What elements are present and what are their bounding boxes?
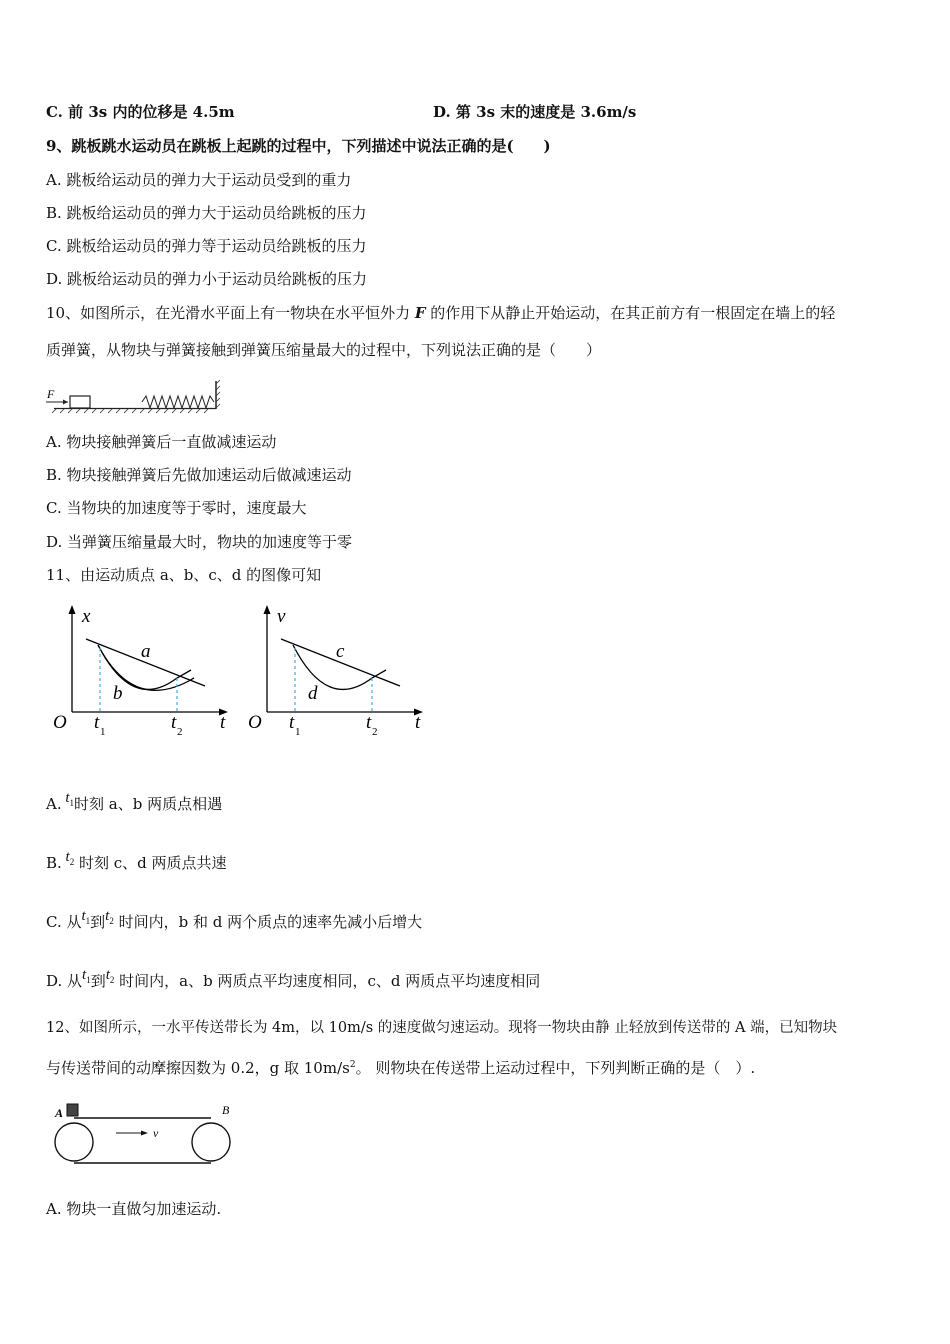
q11-graph1-xlabel: t [220,712,226,733]
q9-option-c: C. 跳板给运动员的弹力等于运动员给跳板的压力 [46,237,367,255]
q12-stem-part-b: 。 则物块在传送带上运动过程中，下列判断正确的是（ ）. [355,1059,756,1077]
q11-graph1-t2-sub: 2 [177,726,183,738]
q11-option-a-prefix: A. [46,795,62,813]
t-subscript: 1 [86,975,91,985]
q11-graph2-ylabel: v [277,606,286,627]
t-symbol: t [65,849,70,865]
q10-spring-figure [44,379,224,415]
q11-option-c-mid: 到 [90,913,106,931]
q10-stem-line2: 质弹簧，从物块与弹簧接触到弹簧压缩量最大的过程中，下列说法正确的是（ ） [46,341,602,359]
q11-label-d: d [308,683,318,704]
t-subscript: 2 [109,975,115,985]
q12-pulley-left [55,1123,93,1161]
q11-graph1-ylabel: x [82,606,91,627]
q11-label-c: c [336,641,345,662]
q12-option-a: A. 物块一直做匀加速运动. [46,1200,222,1218]
q11-graph2-xlabel: t [415,712,421,733]
q10-figure-f-label: F [47,387,55,401]
t-subscript: 2 [109,916,114,926]
q10-stem-part-b: 的作用下从静止开始运动，在其正前方有一根固定在墙上的轻 [425,304,836,322]
q10-option-d: D. 当弹簧压缩量最大时，物块的加速度等于零 [46,533,353,551]
q11-option-c-t2 [105,908,114,924]
q11-graph2-t1-sub: 1 [295,726,301,738]
q9-option-b: B. 跳板给运动员的弹力大于运动员给跳板的压力 [46,204,367,222]
q11-label-b: b [113,683,123,704]
q11-graph2-t1: t [289,712,295,733]
q10-option-b: B. 物块接触弹簧后先做加速运动后做减速运动 [46,466,352,484]
t-symbol: t [105,908,110,924]
t-subscript: 2 [69,857,75,867]
q11-graph-xt [53,605,228,738]
q11-graph1-t2: t [171,712,177,733]
q11-graph1-t1-sub: 1 [100,726,106,738]
q11-option-d-prefix: D. 从 [46,972,83,990]
q11-option-a [46,790,223,820]
q11-option-b-prefix: B. [46,854,62,872]
q12-stem-sup: 2 [349,1060,356,1070]
q11-graph2-t2: t [366,712,372,733]
q12-stem-part-a: 与传送带间的动摩擦因数为 0.2，g 取 10m/s [46,1059,350,1077]
q11-option-d-t2 [106,967,115,983]
q8-option-c: C. 前 3s 内的位移是 4.5m [46,103,235,121]
q10-spring [142,396,214,408]
q11-stem: 11、由运动质点 a、b、c、d 的图像可知 [46,566,322,584]
q8-option-d: D. 第 3s 末的速度是 3.6m/s [433,103,637,121]
q11-option-c-prefix: C. 从 [46,913,82,931]
q12-block [67,1104,78,1116]
q11-option-c-text: 时间内，b 和 d 两个质点的速率先减小后增大 [113,913,423,931]
q11-option-a-t1 [62,790,74,806]
q9-option-a: A. 跳板给运动员的弹力大于运动员受到的重力 [46,171,352,189]
q12-stem-line2 [46,1055,755,1078]
q11-graph2-origin: O [248,712,262,733]
t-subscript: 1 [69,798,75,808]
q12-label-b: B [222,1103,230,1117]
q10-option-a: A. 物块接触弹簧后一直做减速运动 [46,433,277,451]
t-symbol: t [65,790,70,806]
q10-block [70,396,90,408]
q11-option-b-text: 时刻 c、d 两质点共速 [74,854,227,872]
t-subscript: 1 [85,916,91,926]
t-symbol: t [81,908,86,924]
q11-graphs [46,600,436,750]
q11-option-b [46,849,227,879]
q11-option-b-t2 [62,849,74,865]
t-symbol: t [82,967,87,983]
q9-option-d: D. 跳板给运动员的弹力小于运动员给跳板的压力 [46,270,368,288]
q12-conveyor-figure [48,1098,258,1182]
q12-label-a: A [55,1106,64,1120]
q10-stem-part-a: 10、如图所示，在光滑水平面上有一物块在水平恒外力 [46,304,415,322]
q11-label-a: a [141,641,151,662]
q11-option-c [46,908,423,938]
q10-stem-line1 [46,303,835,323]
q9-stem: 9、跳板跳水运动员在跳板上起跳的过程中，下列描述中说法正确的是( ) [46,137,551,155]
q10-force-symbol: F [414,304,426,322]
q11-graph-vt [248,605,423,738]
q11-option-c-t1 [81,908,90,924]
q11-graph1-origin: O [53,712,67,733]
q12-stem-line1: 12、如图所示，一水平传送带长为 4m，以 10m/s 的速度做匀速运动。现将一物块由静 止轻放到传送带的 A 端，已知物块 [46,1020,838,1036]
q11-graph2-t2-sub: 2 [372,726,378,738]
q12-pulley-right [192,1123,230,1161]
q11-graph1-t1: t [94,712,100,733]
q11-option-a-text: 时刻 a、b 两质点相遇 [74,795,223,813]
q11-option-d-t1 [82,967,91,983]
q11-option-d-mid: 到 [90,972,106,990]
q12-label-v: v [153,1126,159,1140]
t-symbol: t [105,967,110,983]
q11-option-d [46,967,541,997]
q10-option-c: C. 当物块的加速度等于零时，速度最大 [46,499,307,517]
q11-option-d-text: 时间内，a、b 两质点平均速度相同，c、d 两质点平均速度相同 [114,972,541,990]
